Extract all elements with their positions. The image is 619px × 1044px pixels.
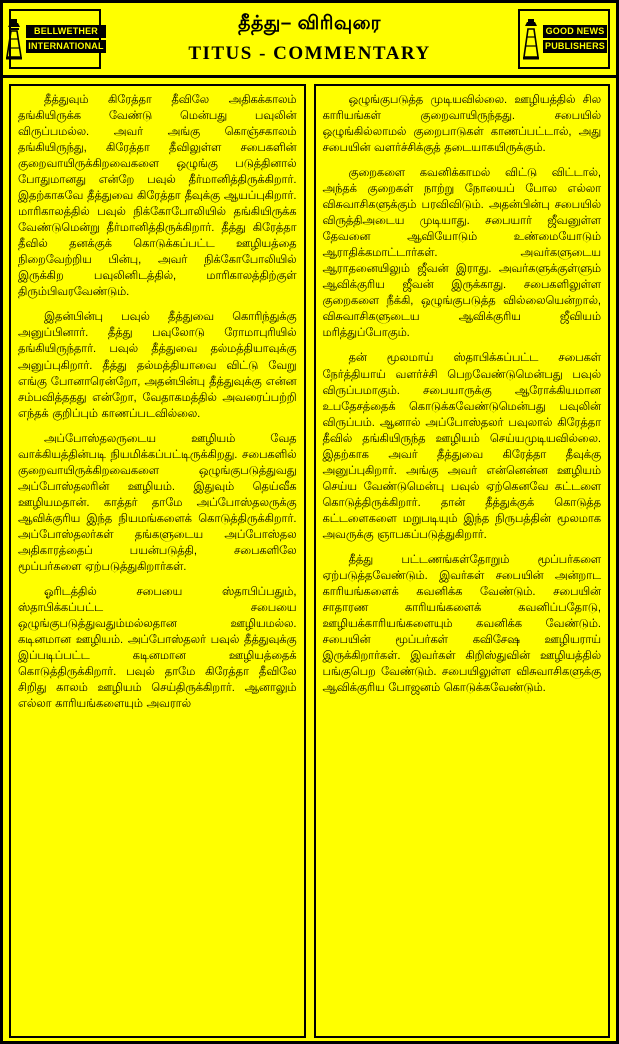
good-news-logo-text — [543, 25, 607, 54]
paragraph: ஒழுங்குபடுத்த முடியவில்லை. ஊழியத்தில் சில காரியங்கள் குறைவாயிருந்தது. சபையில் ஒழுங்கில்லாமல் குறைபாடுகள் காணப்பட்டால், அது சபையின் வளர்ச்சிக்குத் தடையாகயிருக்கும். — [322, 94, 601, 155]
page-title-tamil: தீத்து– விரிவுரை — [238, 13, 381, 34]
left-column — [9, 84, 306, 1038]
bell-tower-icon — [4, 17, 24, 61]
paragraph: குறைகளை கவனிக்காமல் விட்டு விட்டால், அந்தக் குறைகள் நாற்று நோயைப் போல எல்லா விசுவாசிகளுக்கும் பரவிவிடும். அதன்பின்பு சபையில் விருத்திஅடைய முடியாது. சபையார் ஜீவனுள்ள தேவனை ஆவியோடும் உண்மையோடும் ஆராதிக்கமாட்டார்கள். அவர்களுடைய ஆராதனையிலும் ஜீவன் இராது. அவர்களுக்குள்ளும் ஆவிக்குரிய ஜீவன் இருக்காது. சபைகளிலுள்ள குறைகளை நீக்கி, ஒழுங்குபடுத்த வில்லையென்றால், விசுவாசிகளுடைய ஆவிக்குரிய ஜீவியம் மரித்துப்போகும். — [322, 167, 601, 340]
page-title-english: TITUS - COMMENTARY — [188, 43, 431, 64]
right-column — [314, 84, 611, 1038]
good-news-logo-line2: PUBLISHERS — [543, 40, 607, 53]
good-news-logo-line1: GOOD NEWS — [543, 25, 607, 38]
paragraph: இதன்பின்பு பவுல் தீத்துவை கொரிந்துக்கு அனுப்பினார். தீத்து பவுலோடு ரோமாபுரியில் தங்கியிருந்தார். பவுல் தீத்துவை தல்மத்தியாவுக்கு அனுப்புகிறார். தீத்து தல்மத்தியாவை விட்டு வேறு எங்கு போனாரென்றோ, அதன்பின்பு தீத்துவுக்கு என்ன சம்பவித்ததது என்றோ, வேதாகமத்தில் அவரைப்பற்றி எந்தக் குறிப்பும் காணப்படவில்லை. — [18, 311, 297, 420]
lighthouse-icon — [521, 17, 541, 61]
bellwether-logo-line2: INTERNATIONAL — [26, 40, 105, 53]
page-title — [107, 3, 512, 75]
paragraph: தன் மூலமாய் ஸ்தாபிக்கப்பட்ட சபைகள் நேர்த்தியாய் வளர்ச்சி பெறவேண்டுமென்பது பவுல் விருப்பமாகும். சபையாருக்கு ஆரோக்கியமான உபதேசத்தைக் கொடுக்கவேண்டுமென்பது பவுலின் விருப்பம். ஆனால் அப்போஸ்தலர் பவுலால் கிரேத்தா தீவில் தங்கியிருந்த ஊழியம் செய்யமுடியவில்லை. இதற்காக அவர் தீத்துவை கிரேத்தா தீவுக்கு அனுப்புகிறார். அங்கு அவர் என்னென்ன ஊழியம் செய்ய வேண்டுமென்பு பவுல் ஏற்கெனவே கட்டளை கொடுத்திருக்கிறார். தான் தீத்துக்குக் கொடுத்த கட்டளைகளை மறுபடியும் இந்த நிருபத்தின் மூலமாக அவருக்கு ஞாபகப்படுத்துகிறார். — [322, 352, 601, 541]
paragraph: தீத்துவும் கிரேத்தா தீவிலே அதிகக்காலம் தங்கியிருக்க வேண்டு மென்பது பவுலின் விருப்பமல்ல. அவர் அங்கு கொஞ்சகாலம் தங்கியிருந்து, கிரேத்தா தீவிலுள்ள சபைகளின் குறைவாயிருக்கிறவைகளை ஒழுங்கு படுத்தினால் போதுமானது என்றே பவுல் தீர்மானித்திருக்கிறார். இதற்காகவே தீத்துவை கிரேத்தா தீவுக்கு ஆயப்புகிறார். மாரிகாலத்தில் பவுல் நிக்கோபோலியில் தங்கியிருக்க வேண்டுமென்று தீர்மானித்திருக்கிறார். தீத்து கிரேத்தா தீவில் தனக்குக் கொடுக்கப்பட்ட ஊழியத்தை நிறைவேற்றிய பின்பு, அவர் நிக்கோபோலியில் இருக்கிற பவுலினிடத்தில், மாரிகாலத்திற்குள் திரும்பிவரவேண்டும். — [18, 94, 297, 299]
paragraph: தீத்து பட்டணங்கள்தோறும் மூப்பர்களை ஏற்படுத்தவேண்டும். இவர்கள் சபையின் அன்றாட காரியங்களைக் கவனிக்க வேண்டும். சபையின் சாதாரண காரியங்களைக் கவனிப்பதோடு, ஊழியக்காரியங்களையும் கவனிக்க வேண்டும். சபையின் மூப்பர்கள் கவிசேஷ ஊழியராய் இருக்கிறார்கள். இவர்கள் கிறிஸ்துவின் ஊழியத்தில் பங்குபெற வேண்டும். சபையிலுள்ள விசுவாசிகளுக்கு ஆவிக்குரிய போஜனம் கொடுக்கவேண்டும். — [322, 553, 601, 695]
bellwether-logo-line1: BELLWETHER — [26, 25, 105, 38]
document-header — [3, 3, 616, 78]
bellwether-logo-text — [26, 25, 105, 54]
paragraph: ஓரிடத்தில் சபையை ஸ்தாபிப்பதும், ஸ்தாபிக்கப்பட்ட சபையை ஒழுங்குபடுத்துவதும்மல்லதான ஊழியமல்ல. கடினமான ஊழியம். அப்போஸ்தலர் பவுல் தீத்துவுக்கு இப்படிப்பட்ட கடினமான ஊழியத்தைக் கொடுத்திருக்கிறார். பவுல் தாமே கிரேத்தா தீவிலே சிறிது காலம் ஊழியம் செய்திருக்கிறார். ஆனாலும் எல்லா காரியங்களையும் அவரால் — [18, 585, 297, 711]
document-body — [3, 78, 616, 1044]
bellwether-international-logo — [9, 9, 104, 69]
good-news-publishers-logo — [518, 9, 610, 69]
paragraph: அப்போஸ்தலருடைய ஊழியம் வேத வாக்கியத்தின்படி நியமிக்கப்பட்டிருக்கிறது. சபைகளில் குறைவாயிருக்கிறவைகளை ஒழுங்குபடுத்துவது அப்போஸ்தலரின் ஊழியம். இதுவும் தெய்வீக ஊழியமதான். காத்தர் தாமே அப்போஸ்தலருக்கு ஆவிக்குரிய இந்த நியமங்களைக் கொடுத்திருக்கிறார். அப்போஸ்தலர்கள் தங்களுடைய அப்போஸ்தல அதிகாரத்தைப் பயன்படுத்தி, சபைகளிலே மூப்பர்களை ஏற்படுத்துகிறார்கள். — [18, 432, 297, 573]
